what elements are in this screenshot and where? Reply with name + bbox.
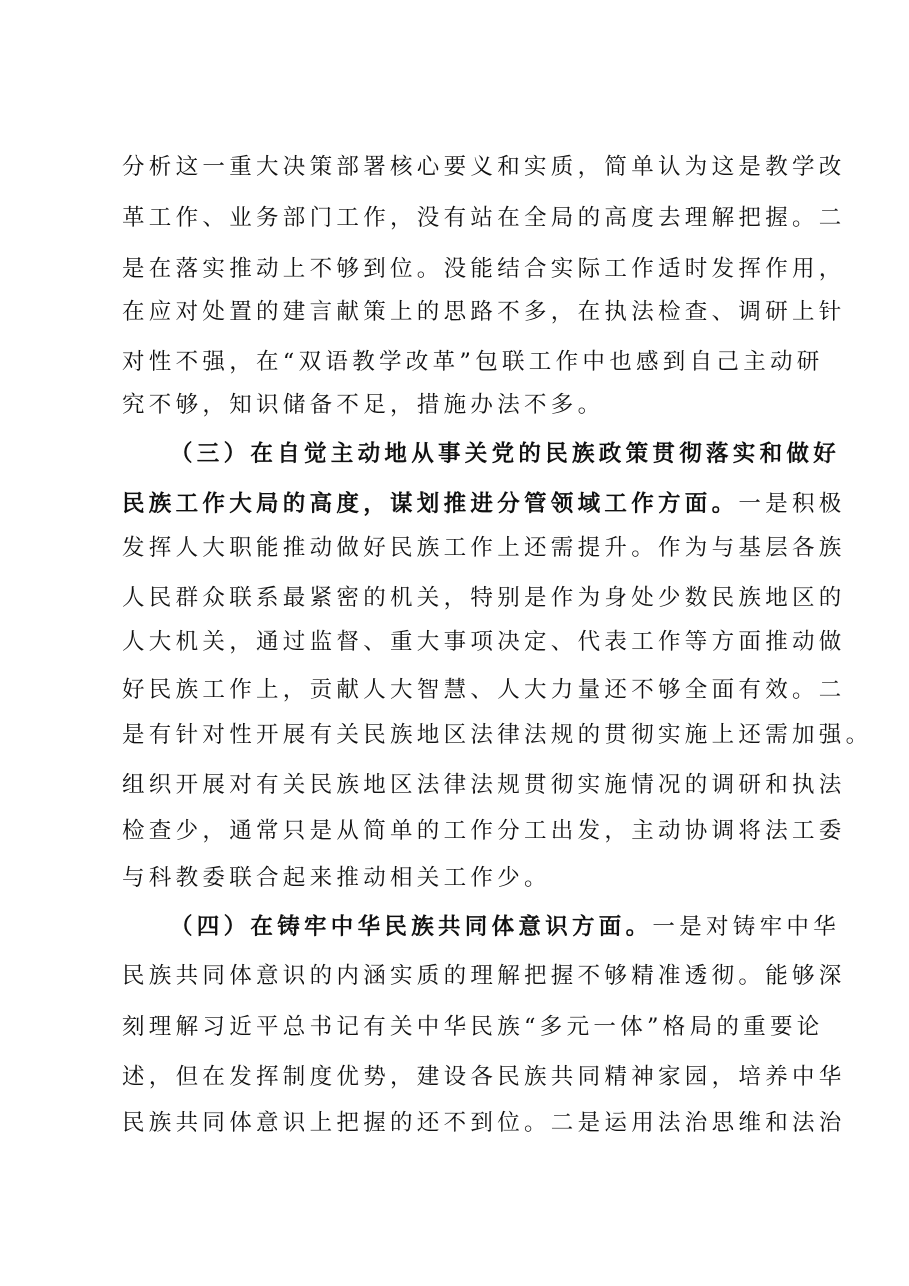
body-text-line: 与科教委联合起来推动相关工作少。 [122, 865, 551, 891]
body-text-line: 民族共同体意识上把握的还不到位。二是运用法治思维和法治 [122, 1110, 846, 1136]
body-text-fragment: 一是对铸牢中华 [652, 914, 841, 940]
body-text-line: 分析这一重大决策部署核心要义和实质，简单认为这是教学改 [122, 154, 846, 180]
body-text-line: 对性不强，在“双语教学改革”包联工作中也感到自己主动研 [122, 349, 824, 375]
body-text-line: 好民族工作上，贡献人大智慧、人大力量还不够全面有效。二 [122, 677, 846, 703]
body-text-line: 民族共同体意识的内涵实质的理解把握不够精准透彻。能够深 [122, 963, 846, 989]
body-text-line: 组织开展对有关民族地区法律法规贯彻实施情况的调研和执法 [122, 772, 846, 798]
section-heading-4: （四）在铸牢中华民族共同体意识方面。 [170, 914, 653, 940]
body-text-line: 人民群众联系最紧密的机关，特别是作为身处少数民族地区的 [122, 585, 846, 611]
section-heading-3: （三）在自觉主动地从事关党的民族政策贯彻落实和做好 [170, 441, 841, 467]
body-text-line: 检查少，通常只是从简单的工作分工出发，主动协调将法工委 [122, 818, 846, 844]
body-text-line: 刻理解习近平总书记有关中华民族“多元一体”格局的重要论 [122, 1014, 824, 1040]
body-text-line: 是有针对性开展有关民族地区法律法规的贯彻实施上还需加强。 [122, 722, 873, 748]
body-text-line [170, 908, 841, 946]
body-text-line: 在应对处置的建言献策上的思路不多，在执法检查、调研上针 [122, 299, 846, 325]
body-text-line: 革工作、业务部门工作，没有站在全局的高度去理解把握。二 [122, 205, 846, 231]
body-text-fragment: 一是积极 [738, 491, 846, 517]
body-text-line: 发挥人大职能推动做好民族工作上还需提升。作为与基层各族 [122, 535, 846, 561]
body-text-line: 是在落实推动上不够到位。没能结合实际工作适时发挥作用， [122, 256, 846, 282]
body-text-line [122, 485, 846, 523]
body-text-line: 述，但在发挥制度优势，建设各民族共同精神家园，培养中华 [122, 1064, 846, 1090]
body-text-line: 人大机关，通过监督、重大事项决定、代表工作等方面推动做 [122, 629, 846, 655]
body-text-line: 究不够，知识储备不足，措施办法不多。 [122, 392, 605, 418]
section-heading-3-continued: 民族工作大局的高度，谋划推进分管领域工作方面。 [122, 491, 739, 517]
